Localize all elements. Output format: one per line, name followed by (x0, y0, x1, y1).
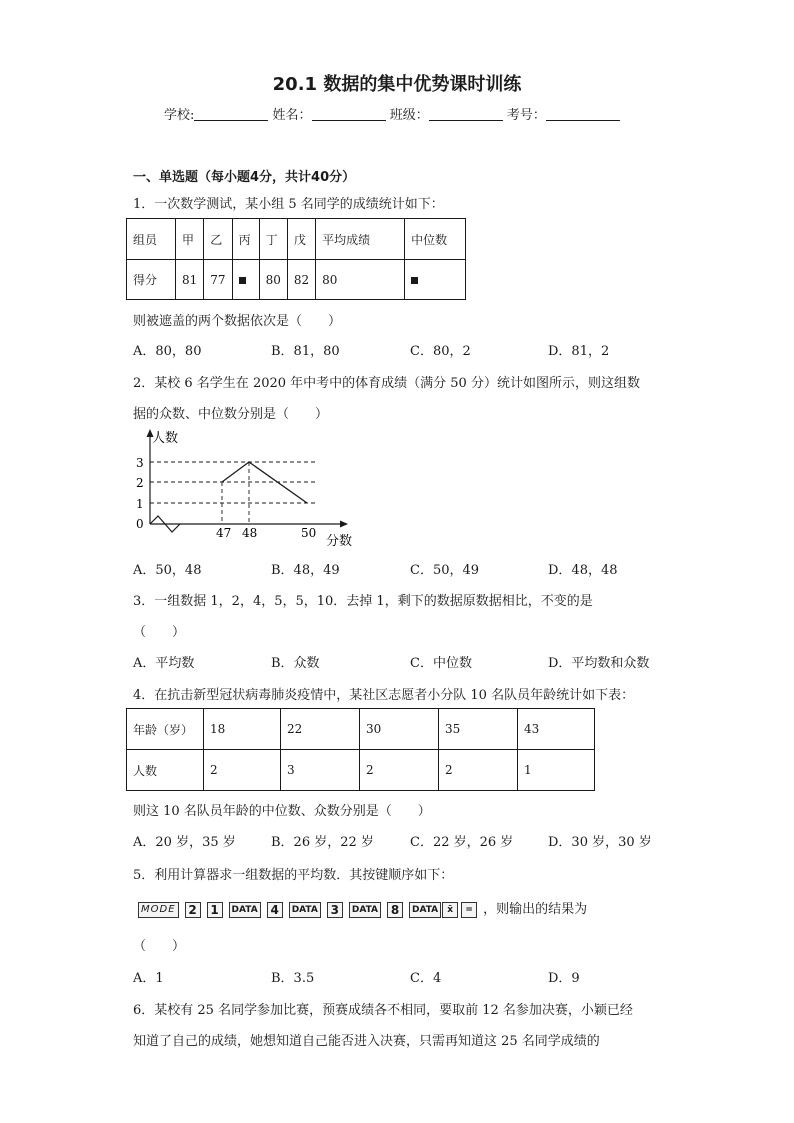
page-title: 20.1 数据的集中优势课时训练 (272, 74, 522, 95)
q2-line-chart (128, 426, 368, 554)
q4-cell: 人数 (127, 750, 204, 791)
q5-key-sequence (138, 898, 587, 918)
q4-stem: 4．在抗击新型冠状病毒肺炎疫情中，某社区志愿者小分队 10 名队员年龄统计如下表： (133, 688, 635, 703)
data-line (222, 462, 307, 503)
q5-paren: （ ） (133, 939, 186, 954)
name-blank (312, 106, 386, 121)
x-tick-48: 48 (242, 526, 258, 540)
school-label: 学校: (164, 108, 195, 123)
q4-cell: 1 (518, 750, 595, 791)
section-heading: 一、单选题（每小题4分，共计40分） (133, 170, 356, 185)
mode-key: MODE (138, 902, 179, 918)
q1-cell: 82 (287, 260, 315, 300)
q2-stem-line1: 2．某校 6 名学生在 2020 年中考中的体育成绩（满分 50 分）统计如图所示，则这组数 (133, 376, 640, 391)
q1-row-label: 得分 (127, 260, 176, 300)
q1-question: 则被遮盖的两个数据依次是（ ） (133, 314, 342, 329)
y-axis-label: 人数 (152, 431, 179, 446)
x-axis-label: 分数 (326, 534, 353, 549)
data-key: DATA (229, 902, 261, 918)
x-tick-47: 47 (216, 526, 232, 540)
q2-option-d[interactable]: D．48，48 (548, 563, 618, 578)
q4-cell: 2 (360, 750, 439, 791)
q1-header-cell: 丁 (259, 219, 287, 260)
q4-option-c[interactable]: C．22 岁，26 岁 (410, 835, 514, 850)
q4-cell: 2 (439, 750, 518, 791)
key-8: 8 (387, 902, 403, 918)
q1-hidden-cell (232, 260, 259, 300)
xbar-key: x̄ (442, 902, 458, 918)
q4-cell: 18 (204, 709, 281, 750)
q1-header-cell: 组员 (127, 219, 176, 260)
name-label: 姓名： (272, 108, 312, 123)
y-tick-3: 3 (136, 456, 144, 470)
q4-cell: 2 (204, 750, 281, 791)
key-3: 3 (327, 902, 343, 918)
data-key: DATA (289, 902, 321, 918)
q5-option-c[interactable]: C．4 (410, 971, 442, 986)
number-label: 考号： (506, 108, 546, 123)
q3-paren: （ ） (133, 625, 186, 640)
table-row (127, 219, 466, 260)
q4-cell: 30 (360, 709, 439, 750)
q4-age-table (126, 708, 595, 791)
class-label: 班级： (389, 108, 429, 123)
equals-key: = (461, 902, 477, 918)
q4-cell: 35 (439, 709, 518, 750)
q3-option-c[interactable]: C．中位数 (410, 656, 472, 671)
key-2: 2 (185, 902, 201, 918)
table-row (127, 260, 466, 300)
q5-option-b[interactable]: B．3.5 (271, 971, 315, 986)
table-row (127, 709, 595, 750)
q4-option-b[interactable]: B．26 岁，22 岁 (271, 835, 374, 850)
q4-cell: 3 (281, 750, 360, 791)
q3-option-d[interactable]: D．平均数和众数 (548, 656, 650, 671)
q2-option-b[interactable]: B．48，49 (271, 563, 340, 578)
data-key: DATA (409, 902, 441, 918)
table-row (127, 750, 595, 791)
q1-cell: 80 (316, 260, 405, 300)
number-blank (546, 106, 620, 121)
y-tick-1: 1 (136, 497, 144, 511)
q1-header-cell: 中位数 (405, 219, 466, 260)
q4-cell: 43 (518, 709, 595, 750)
data-key: DATA (349, 902, 381, 918)
class-blank (429, 106, 503, 121)
x-tick-50: 50 (301, 526, 317, 540)
cover-square-icon (411, 277, 418, 284)
q3-option-a[interactable]: A．平均数 (133, 656, 195, 671)
q6-line1: 6．某校有 25 名同学参加比赛，预赛成绩各不相同，要取前 12 名参加决赛，小颖已经 (133, 1003, 633, 1018)
q6-line2: 知道了自己的成绩，她想知道自己能否进入决赛，只需再知道这 25 名同学成绩的 (133, 1034, 600, 1049)
q5-stem: 5．利用计算器求一组数据的平均数．其按键顺序如下： (133, 868, 454, 883)
q4-question: 则这 10 名队员年龄的中位数、众数分别是（ ） (133, 804, 431, 819)
q1-stem: 1．一次数学测试，某小组 5 名同学的成绩统计如下： (133, 197, 444, 212)
q4-option-d[interactable]: D．30 岁，30 岁 (548, 835, 652, 850)
q5-option-a[interactable]: A．1 (133, 971, 164, 986)
q4-cell: 22 (281, 709, 360, 750)
y-tick-2: 2 (136, 476, 144, 490)
q1-option-b[interactable]: B．81，80 (271, 344, 340, 359)
q1-score-table (126, 218, 466, 300)
q2-option-a[interactable]: A．50，48 (133, 563, 202, 578)
q3-option-b[interactable]: B．众数 (271, 656, 320, 671)
q1-header-cell: 甲 (176, 219, 204, 260)
q1-header-cell: 乙 (204, 219, 232, 260)
q1-header-cell: 戊 (287, 219, 315, 260)
q4-cell: 年龄（岁） (127, 709, 204, 750)
q1-cell: 80 (259, 260, 287, 300)
q5-tail: ，则输出的结果为 (483, 902, 588, 917)
q1-cell: 77 (204, 260, 232, 300)
q4-option-a[interactable]: A．20 岁，35 岁 (133, 835, 236, 850)
q2-option-c[interactable]: C．50，49 (410, 563, 480, 578)
student-info-row (164, 104, 620, 123)
cover-square-icon (239, 277, 246, 284)
x-axis-arrow-icon (340, 521, 348, 528)
q1-header-cell: 丙 (232, 219, 259, 260)
school-blank (194, 106, 268, 121)
key-1: 1 (207, 902, 223, 918)
q5-option-d[interactable]: D．9 (548, 971, 580, 986)
q1-option-a[interactable]: A．80，80 (133, 344, 202, 359)
key-4: 4 (267, 902, 283, 918)
q1-hidden-cell (405, 260, 466, 300)
q1-cell: 81 (176, 260, 204, 300)
q1-header-cell: 平均成绩 (316, 219, 405, 260)
q1-option-c[interactable]: C．80，2 (410, 344, 471, 359)
q2-stem-line2: 据的众数、中位数分别是（ ） (133, 407, 329, 422)
y-tick-0: 0 (136, 517, 144, 531)
q1-option-d[interactable]: D．81，2 (548, 344, 610, 359)
q3-stem: 3．一组数据 1，2，4，5，5，10．去掉 1，剩下的数据原数据相比，不变的是 (133, 594, 593, 609)
